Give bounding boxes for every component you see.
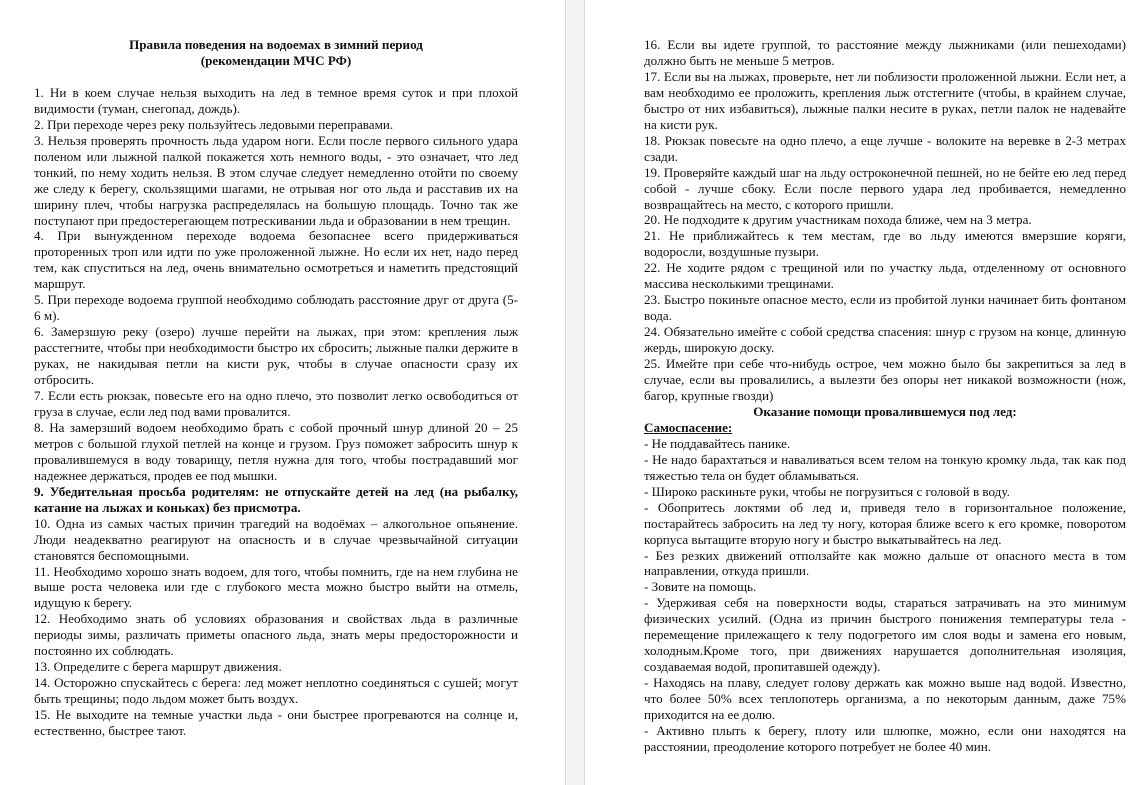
rule-item-7: 7. Если есть рюкзак, повесьте его на одно плечо, это позволит легко освободиться от груза в случае, если лед под вами провалится.: [34, 388, 518, 419]
rule-item-2: 2. При переходе через реку пользуйтесь ледовыми переправами.: [34, 116, 394, 132]
rule-item-17: 17. Если вы на лыжах, проверьте, нет ли поблизости проложенной лыжни. Если нет, а вам необходимо ее проложить, крепления лыж отстегните (чтобы, в крайнем случае, быстро от них избавиться), лыжные палки несите в руках, петли палок не надевайте на кисти рук.: [644, 68, 1126, 132]
document-page-right: [585, 0, 1147, 785]
rescue-item: - Удерживая себя на поверхности воды, стараться затрачивать на это минимум физических усилий. (Одна из причин быстрого понижения температуры тела - перемещение прилежащего к телу подогретого им слоя воды и замена его новым, холодным.Кроме того, при движениях нарушается дополнительная изоляция, создаваемая водой, пропитавшей одежду).: [644, 595, 1126, 675]
rescue-item: - Обопритесь локтями об лед и, приведя тело в горизонтальное положение, постарайтесь забросить на лед ту ногу, которая ближе всего к его кромке, поворотом корпуса вытащите вторую ногу и быстро выкатывайтесь на лед.: [644, 499, 1126, 547]
rule-item-3: 3. Нельзя проверять прочность льда ударом ноги. Если после первого сильного удара поленом или лыжной палкой покажется хоть немного воды, - это означает, что лед тонкий, по нему ходить нельзя. В этом случае следует немедленно отойти по своему же следу к берегу, скользящими шагами, не отрывая ног ото льда и расставив их на ширину плеч, чтобы нагрузка распределялась на большую площадь. Точно так же поступают при предостерегающем потрескивании льда и образовании в нем трещин.: [34, 132, 518, 228]
rule-item-24: 24. Обязательно имейте с собой средства спасения: шнур с грузом на конце, длинную жердь, широкую доску.: [644, 324, 1126, 356]
rule-item-13: 13. Определите с берега маршрут движения.: [34, 659, 282, 675]
rule-item-19: 19. Проверяйте каждый шаг на льду остроконечной пешней, но не бейте ею лед перед собой - лучше сбоку. Если после первого удара лед пробивается, немедленно возвращайтесь на место, с которого пришли.: [644, 164, 1126, 212]
rescue-item: - Находясь на плаву, следует голову держать как можно выше над водой. Известно, что более 50% всех теплопотерь организма, а по некоторым данным, даже 75% приходится на ее долю.: [644, 675, 1126, 723]
rescue-item: - Не поддавайтесь панике.: [644, 435, 791, 451]
rule-item-14: 14. Осторожно спускайтесь с берега: лед может неплотно соединяться с сушей; могут быть трещины; подо льдом может быть воздух.: [34, 675, 518, 707]
rescue-item: - Зовите на помощь.: [644, 579, 757, 595]
rule-item-16: 16. Если вы идете группой, то расстояние между лыжниками (или пешеходами) должно быть не меньше 5 метров.: [644, 37, 1126, 68]
rule-item-18: 18. Рюкзак повесьте на одно плечо, а еще лучше - волоките на веревке в 2-3 метрах сзади.: [644, 132, 1126, 164]
rule-item-22: 22. Не ходите рядом с трещиной или по участку льда, отделенному от основного массива несколькими трещинами.: [644, 260, 1126, 292]
rule-item-20: 20. Не подходите к другим участникам похода ближе, чем на 3 метра.: [644, 212, 1032, 228]
rule-item-9-bold: 9. Убедительная просьба родителям: не отпускайте детей на лед (на рыбалку, катание на лыжах и коньках) без присмотра.: [34, 483, 518, 515]
rule-item-15: 15. Не выходите на темные участки льда - они быстрее прогреваются на солнце и, естественно, быстрее тают.: [34, 707, 518, 739]
rule-item-8: 8. На замерзший водоем необходимо брать с собой прочный шнур длиной 20 – 25 метров с большой глухой петлей на конце и грузом. Груз поможет забросить шнур к провалившемуся в воду товарищу, петля нужна для того, чтобы пострадавший мог надежнее держаться, продев ее под мышки.: [34, 419, 518, 483]
rule-item-23: 23. Быстро покиньте опасное место, если из пробитой лунки начинает бить фонтаном вода.: [644, 292, 1126, 324]
rule-item-12: 12. Необходимо знать об условиях образования и свойствах льда в различные периоды зимы, различать приметы опасного льда, знать меры предосторожности и постоянно их соблюдать.: [34, 611, 518, 659]
rule-item-21: 21. Не приближайтесь к тем местам, где во льду имеются вмерзшие коряги, водоросли, воздушные пузыри.: [644, 228, 1126, 260]
rescue-item: - Без резких движений отползайте как можно дальше от опасного места в том направлении, откуда пришли.: [644, 547, 1126, 579]
rescue-item: - Не надо барахтаться и наваливаться всем телом на тонкую кромку льда, так как под тяжестью тела он будет обламываться.: [644, 451, 1126, 483]
document-subtitle: (рекомендации МЧС РФ): [200, 52, 352, 68]
rule-item-10: 10. Одна из самых частых причин трагедий на водоёмах – алкогольное опьянение. Люди неадекватно реагируют на опасность и в случае чрезвычайной ситуации становятся беспомощными.: [34, 515, 518, 563]
rule-item-5: 5. При переходе водоема группой необходимо соблюдать расстояние друг от друга (5-6 м).: [34, 292, 518, 324]
rule-item-25: 25. Имейте при себе что-нибудь острое, чем можно было бы закрепиться за лед в случае, если вы провалились, а вылезти без опоры нет никакой возможности (нож, багор, крупные гвозди): [644, 356, 1126, 403]
rule-item-1: 1. Ни в коем случае нельзя выходить на лед в темное время суток и при плохой видимости (туман, снегопад, дождь).: [34, 84, 518, 116]
document-title: Правила поведения на водоемах в зимний период: [129, 37, 423, 52]
rule-item-4: 4. При вынужденном переходе водоема безопаснее всего придерживаться проторенных троп или идти по уже проложенной лыжне. Но если их нет, надо перед тем, как спуститься на лед, очень внимательно осмотреться и наметить предстоящий маршрут.: [34, 228, 518, 292]
self-rescue-heading: Самоспасение:: [644, 419, 733, 435]
rescue-item: - Активно плыть к берегу, плоту или шлюпке, можно, если они находятся на расстоянии, преодоление которого потребует не более 40 мин.: [644, 722, 1126, 754]
page-gutter: [565, 0, 585, 785]
title-spacer: [34, 69, 518, 85]
left-text-column: [34, 37, 518, 739]
right-text-column: [644, 37, 1126, 755]
rescue-item: - Широко раскиньте руки, чтобы не погрузиться с головой в воду.: [644, 483, 1010, 499]
document-page-left: [0, 0, 565, 785]
rule-item-11: 11. Необходимо хорошо знать водоем, для того, чтобы помнить, где на нем глубина не выше роста человека или где с глубокого места можно быстро выйти на отмель, идущую к берегу.: [34, 563, 518, 611]
section-heading: Оказание помощи провалившемуся под лед:: [753, 403, 1017, 419]
rule-item-6: 6. Замерзшую реку (озеро) лучше перейти на лыжах, при этом: крепления лыж расстегните, чтобы при необходимости быстро их сбросить; лыжные палки держите в руках, не накидывая петли на кисти рук, чтобы в случае опасности сразу их отбросить.: [34, 324, 518, 388]
